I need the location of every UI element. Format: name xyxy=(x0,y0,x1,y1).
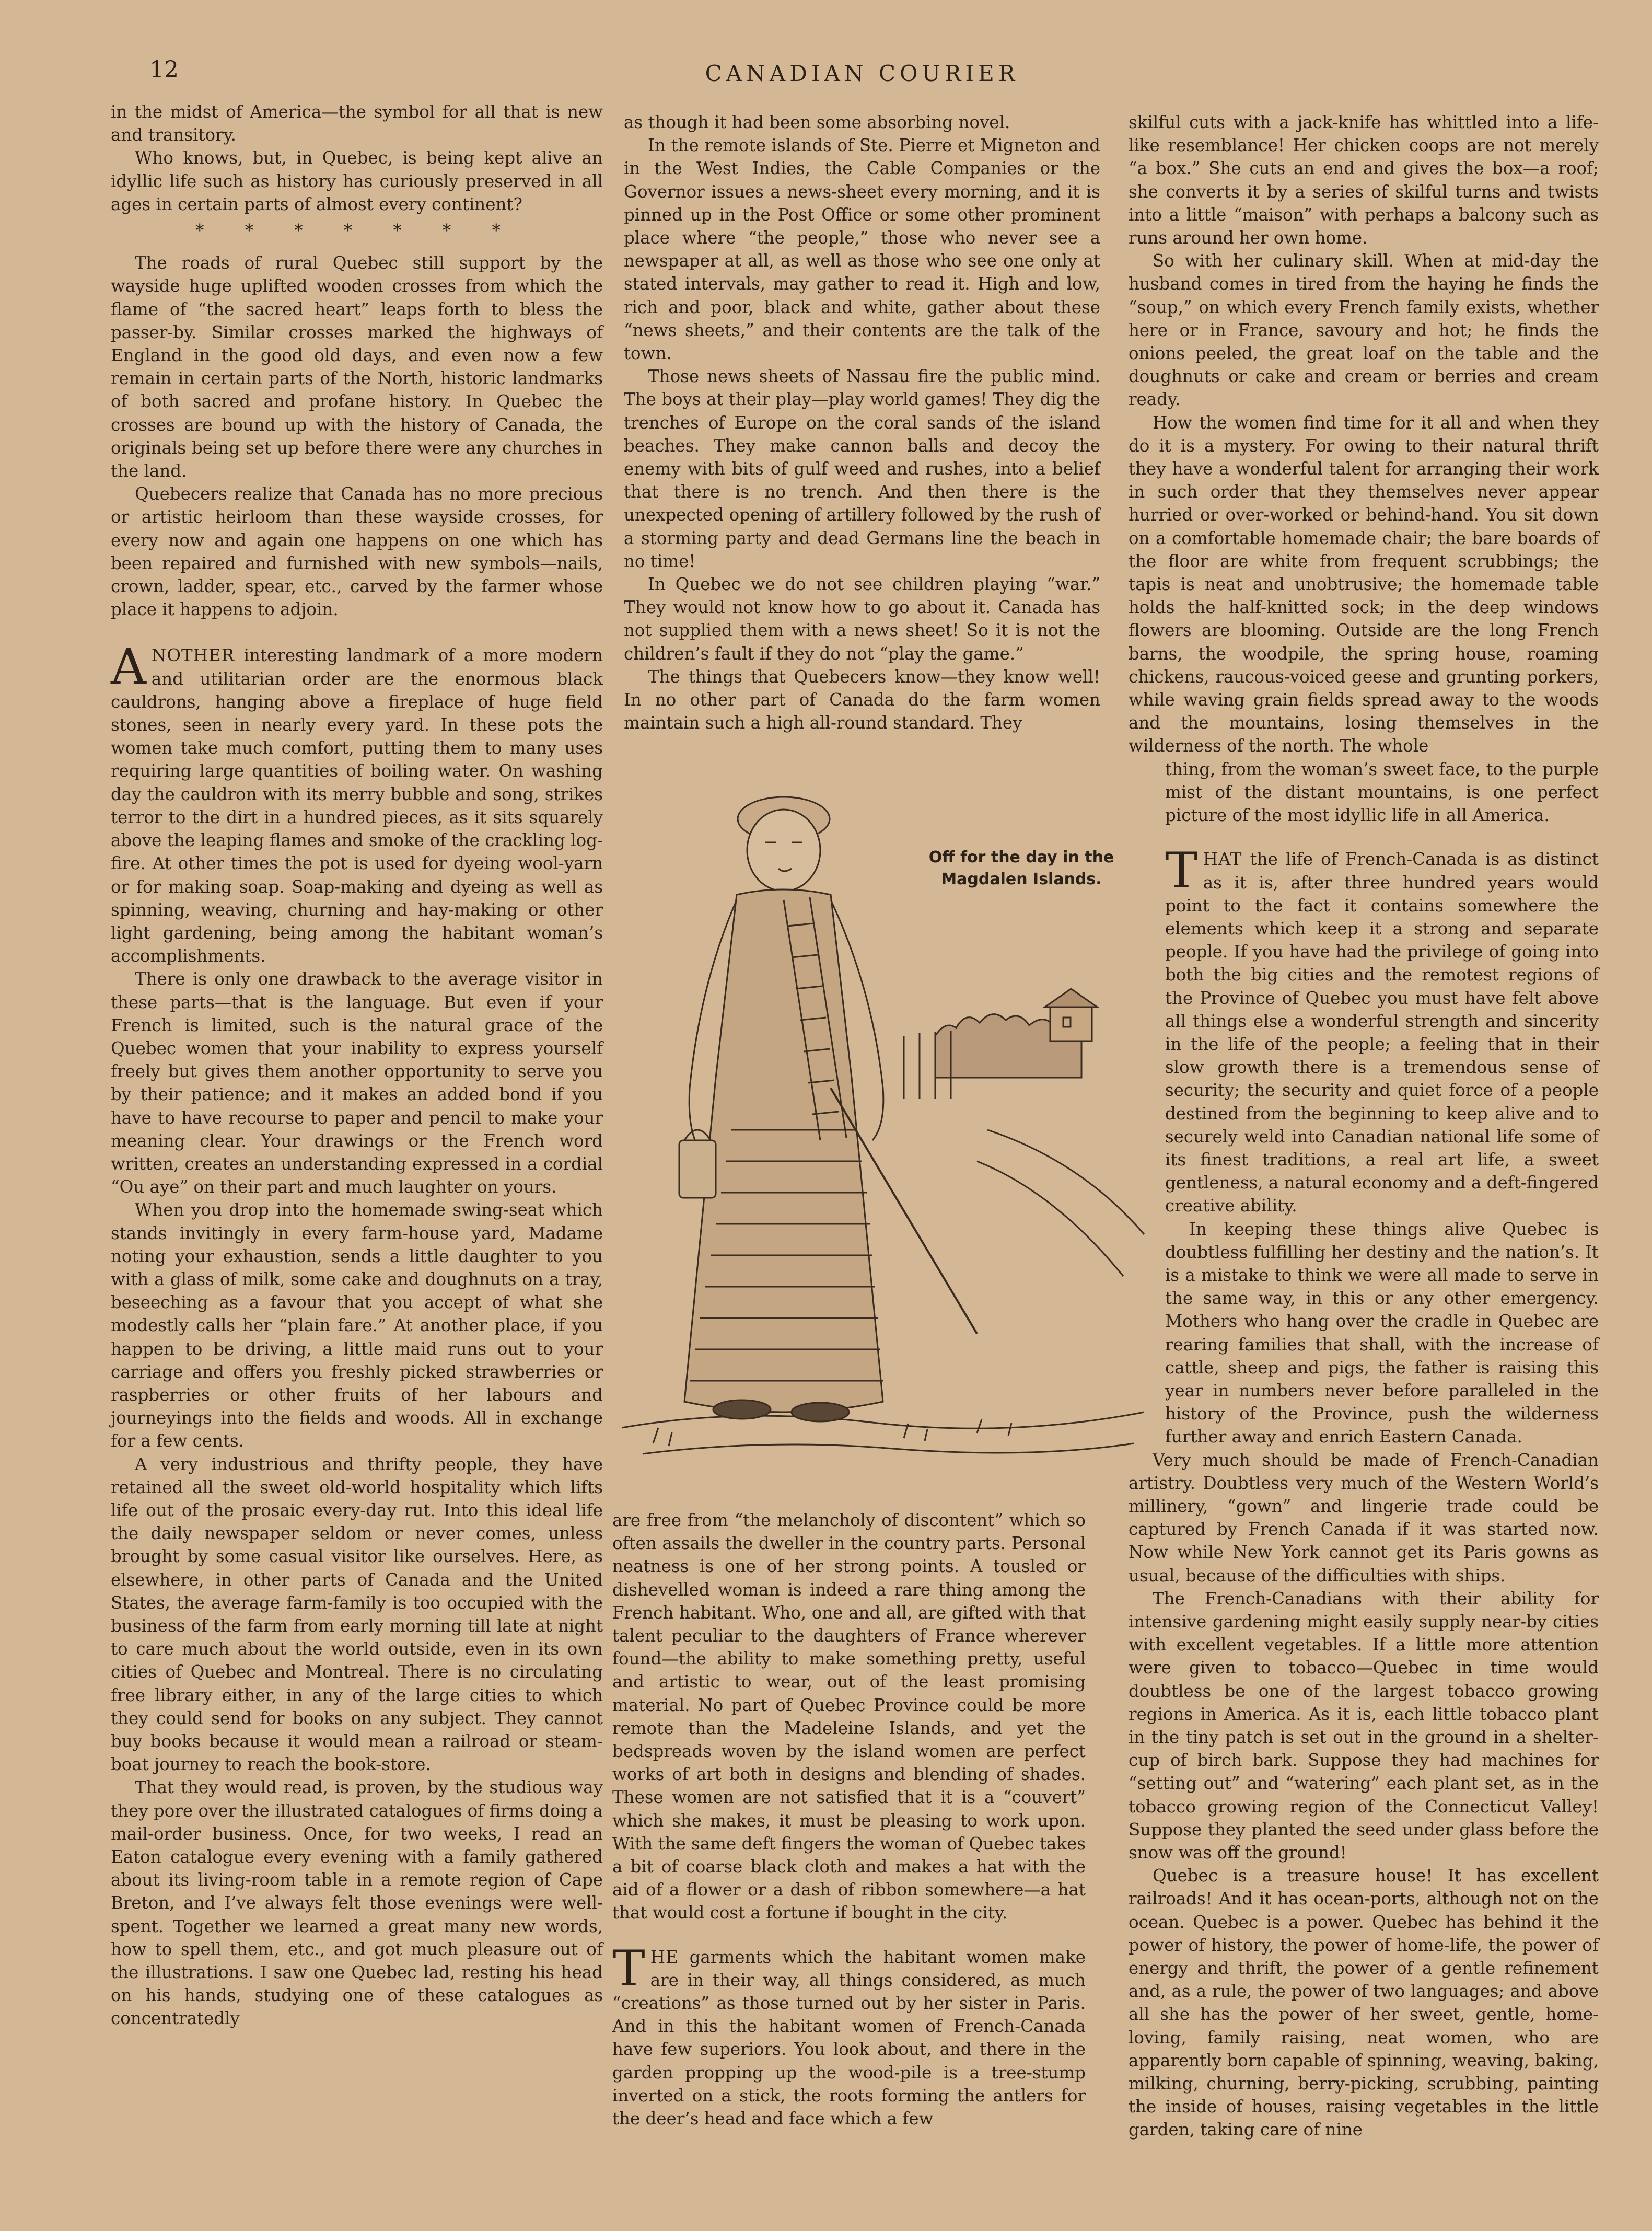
paragraph: That they would read, is proven, by the studious way they pore over the illustrated catalogues of firms doing a mail-order business. Once, for two weeks, I read an Eaton catalogue every evening with a family gathered about its living-room table in a remote region of Cape Breton, and I’ve always felt those evenings were well-spent. Together we learned a great many new words, how to spell them, etc., and got much pleasure out of the illustrations. I saw one Quebec lad, resting his head on his hands, studying one of these catalogues as concentratedly xyxy=(111,1777,603,2029)
paragraph: Quebec is a treasure house! It has excellent railroads! And it has ocean-ports, although not on the ocean. Quebec is a power. Quebec has behind it the power of history, the power of home-life, the power of energy and thrift, the power of a gentle refinement and, as a rule, the power of two languages; and above all she has the power of her sweet, gentle, home-loving, family raising, neat women, who are apparently born capable of spinning, weaving, baking, milking, churning, berry-picking, scrubbing, painting the inside of houses, raising vegetables in the little garden, taking care of nine xyxy=(1129,1866,1599,2140)
drop-cap: T xyxy=(1165,842,1198,900)
paragraph: There is only one drawback to the average visitor in these parts—that is the language. But even if your French is limited, such is the natural grace of the Quebec women that your inability to express yourself freely but gives them another opportunity to serve you by their patience; and it makes an added bond if you have to have recourse to paper and pencil to make your meaning clear. Your drawings or the French word written, creates an understanding expressed in a cordial “Ou aye” on their part and much laughter on yours. xyxy=(111,969,603,1197)
paragraph: The things that Quebecers know—they know well! In no other part of Canada do the farm women maintain such a high all-round standard. They xyxy=(624,666,1100,733)
paragraph: So with her culinary skill. When at mid-day the husband comes in tired from the haying he finds the “soup,” on which every French family exists, whether here or in France, savoury and hot; he finds the onions peeled, the great loaf on the table and the doughnuts or cake and cream or berries and cream ready. xyxy=(1129,251,1599,410)
paragraph: skilful cuts with a jack-knife has whittled into a life-like resemblance! Her chicken coops are not merely “a box.” She cuts an end and gives the box—a roof; she converts it by a series of skilful turns and twists into a little “maison” with perhaps a balcony such as runs around her own home. xyxy=(1129,112,1599,248)
lead-word: HE xyxy=(650,1947,679,1967)
paragraph xyxy=(612,1940,1086,2131)
paragraph: How the women find time for it all and when they do it is a mystery. For owing to their natural thrift they have a wonderful talent for arranging their work in such order that they themselves never appear hurried or over-worked or behind-hand. You sit down on a comfortable homemade chair; the bare boards of the floor are white from frequent scrubbings; the tapis is neat and unobtrusive; the homemade table holds the half-knitted sock; in the deep windows flowers are blooming. Outside are the long French barns, the woodpile, the spring house, roaming chickens, raucous-voiced geese and grunting porkers, while waving grain fields spread away to the woods and the mountains, losing themselves in the wilderness of the north. The whole xyxy=(1129,412,1599,756)
drop-cap: A xyxy=(111,639,146,696)
column-3 xyxy=(1129,111,1599,2142)
paragraph-body: the life of French-Canada is as distinct as it is, after three hundred years would point to the fact it contains somewhere the elements which keep it a strong and separate people. If you have had the privilege of going into both the big cities and the remotest regions of the Province of Quebec you must have felt above all things else a wonderful strength and sincerity in the life of the people; a feeling that in their slow growth there is a tremendous sense of security; the security and quiet force of a people destined from the beginning to keep alive and to securely weld into Canadian national life some of its finest traditions, a real art life, a sweet gentleness, a natural economy and a deft-fingered creative ability. xyxy=(1165,849,1599,1216)
lead-word: HAT xyxy=(1203,849,1242,870)
paragraph xyxy=(1165,842,1599,1217)
paragraph: Quebecers realize that Canada has no more precious or artistic heirloom than these wayside crosses, for every now and again one happens on one which has been repaired and furnished with new symbols—nails, crown, ladder, spear, etc., carved by the farmer whose place it happens to adjoin. xyxy=(111,484,603,620)
page-header xyxy=(141,56,1583,88)
paragraph: In Quebec we do not see children playing “war.” They would not know how to go about it. Canada has not supplied them with a news sheet! So it is not the children’s fault if they do not “play the game.” xyxy=(624,574,1100,664)
illustration-caption: Off for the day in the Magdalen Islands. xyxy=(928,848,1114,888)
paragraph xyxy=(111,639,603,967)
paragraph: Very much should be made of French-Canadian artistry. Doubtless very much of the Western World’s millinery, “gown” and lingerie trade could be captured by French Canada if it was started now. Now while New York cannot get its Paris gowns as usual, because of the difficulties with ships. xyxy=(1129,1450,1599,1586)
column-2-top xyxy=(624,111,1100,734)
paragraph: Those news sheets of Nassau fire the public mind. The boys at their play—play world games! They dig the trenches of Europe on the coral sands of the island beaches. They make cannon balls and decoy the enemy with bits of gulf weed and rushes, into a belief that there is no trench. And then there is the unexpected opening of artillery followed by the rush of a storming party and dead Germans line the beach in no time! xyxy=(624,366,1100,571)
paragraph: Who knows, but, in Quebec, is being kept alive an idyllic life such as history has curiously preserved in all ages in certain parts of almost every continent? xyxy=(111,148,603,214)
column-2-bottom xyxy=(612,1509,1086,2130)
drop-cap: T xyxy=(612,1940,645,1997)
paragraph: are free from “the melancholy of discontent” which so often assails the dweller in the country parts. Personal neatness is one of her strong points. A tousled or dishevelled woman is indeed a rare thing among the French habitant. Who, one and all, are gifted with that talent peculiar to the daughters of France wherever found—the ability to make something pretty, useful and artistic to wear, out of the least promising material. No part of Quebec Province could be more remote than the Madeleine Islands, and yet the bedspreads woven by the island women are perfect works of art both in designs and blending of shades. These women are not satisfied that it is a “couvert” which she makes, it must be pleasing to work upon. With the same deft fingers the woman of Quebec takes a bit of coarse black cloth and makes a hat with the aid of a flower or a dash of ribbon somewhere—a hat that would cost a fortune if bought in the city. xyxy=(612,1510,1086,1923)
column-1 xyxy=(111,100,603,2030)
indented-section xyxy=(1165,842,1599,1448)
page-number: 12 xyxy=(149,56,179,83)
paragraph: thing, from the woman’s sweet face, to the purple mist of the distant mountains, is one perfect picture of the most idyllic life in all America. xyxy=(1165,759,1599,826)
paragraph: as though it had been some absorbing novel. xyxy=(624,112,1010,132)
paragraph: The French-Canadians with their ability for intensive gardening might easily supply near-by cities with excellent vegetables. If a little more attention were given to tobacco—Quebec in time would doubtless be one of the largest tobacco growing regions in America. As it is, each little tobacco plant in the tiny patch is set out in the ground in a shelter-cup of birch bark. Suppose they had machines for “setting out” and “watering” each plant set, as in the tobacco growing region of the Connecticut Valley! Suppose they planted the seed under glass before the snow was off the ground! xyxy=(1129,1588,1599,1863)
paragraph: When you drop into the homemade swing-seat which stands invitingly in every farm-house yard, Madame noting your exhaustion, sends a little daughter to you with a glass of milk, some cake and doughnuts on a tray, beseeching as a favour that you accept of what she modestly calls her “plain fare.” At another place, if you happen to be driving, a little maid runs out to your carriage and offers you freshly picked strawberries or raspberries or other fruits of her labours and journeyings into the fields and woods. All in exchange for a few cents. xyxy=(111,1200,603,1451)
paragraph: In keeping these things alive Quebec is doubtless fulfilling her destiny and the nation’s. It is a mistake to think we were all made to serve in the same way, in this or any other emergency. Mothers who hang over the cradle in Quebec are rearing families that shall, with the increase of cattle, sheep and pigs, the father is raising this year in numbers never before paralleled in the history of the Province, push the wilderness further away and enrich Eastern Canada. xyxy=(1165,1219,1599,1447)
masthead-title: CANADIAN COURIER xyxy=(705,61,1019,86)
paragraph-body: garments which the habitant women make are in their way, all things considered, as much “creations” as those turned out by her sister in Paris. And in this the habitant women of French-Canada have few superiors. You look about, and there in the garden propping up the wood-pile is a tree-stump inverted on a stick, the roots forming the antlers for the deer’s head and face which a few xyxy=(612,1947,1086,2129)
paragraph: In the remote islands of Ste. Pierre et Migneton and in the West Indies, the Cable Companies or the Governor issues a news-sheet every morning, and it is pinned up in the Post Office or some other prominent place where “the people,” those who never see a newspaper at all, as well as those who see one only at stated intervals, may gather to read it. High and low, rich and poor, black and white, gather about these “news sheets,” and their contents are the talk of the town. xyxy=(624,135,1100,364)
paragraph: A very industrious and thrifty people, they have retained all the sweet old-world hospitality which lifts life out of the prosaic every-day rut. Into this ideal life the daily newspaper seldom or never comes, unless brought by some casual visitor like ourselves. Here, as elsewhere, in other parts of Canada and the United States, the average farm-family is too occupied with the business of the farm from early morning till late at night to care much about the world outside, even in its own cities of Quebec and Montreal. There is no circulating free library either, in any of the large cities to which they could send for books on any subject. They cannot buy books because it would mean a railroad or steam-boat journey to reach the book-store. xyxy=(111,1454,603,1775)
paragraph-body: interesting landmark of a more modern and utilitarian order are the enormous black cauldrons, hanging above a fireplace of huge field stones, seen in nearly every yard. In these pots the women take much comfort, putting them to many uses requiring large quantities of boiling water. On washing day the cauldron with its merry bubble and song, strikes terror to the dirt in a hundred pieces, as it sits squarely above the leaping flames and smoke of the crackling log-fire. At other times the pot is used for dyeing wool-yarn or for making soap. Soap-making and dyeing as well as spinning, weaving, churning and hay-making or other light gardening, being among the habitant woman’s accomplishments. xyxy=(111,645,603,966)
section-divider-stars: * * * * * * * xyxy=(195,221,518,241)
paragraph: in the midst of America—the symbol for all that is new and transitory. xyxy=(111,102,603,145)
paragraph: The roads of rural Quebec still support by the wayside huge uplifted wooden crosses from which the flame of “the sacred heart” leaps forth to bless the passer-by. Similar crosses marked the highways of England in the good old days, and even now a few remain in certain parts of the North, historic landmarks of both sacred and profane history. In Quebec the crosses are bound up with the history of Canada, the originals being set up before there were any churches in the land. xyxy=(111,253,603,481)
lead-word: NOTHER xyxy=(151,645,235,666)
